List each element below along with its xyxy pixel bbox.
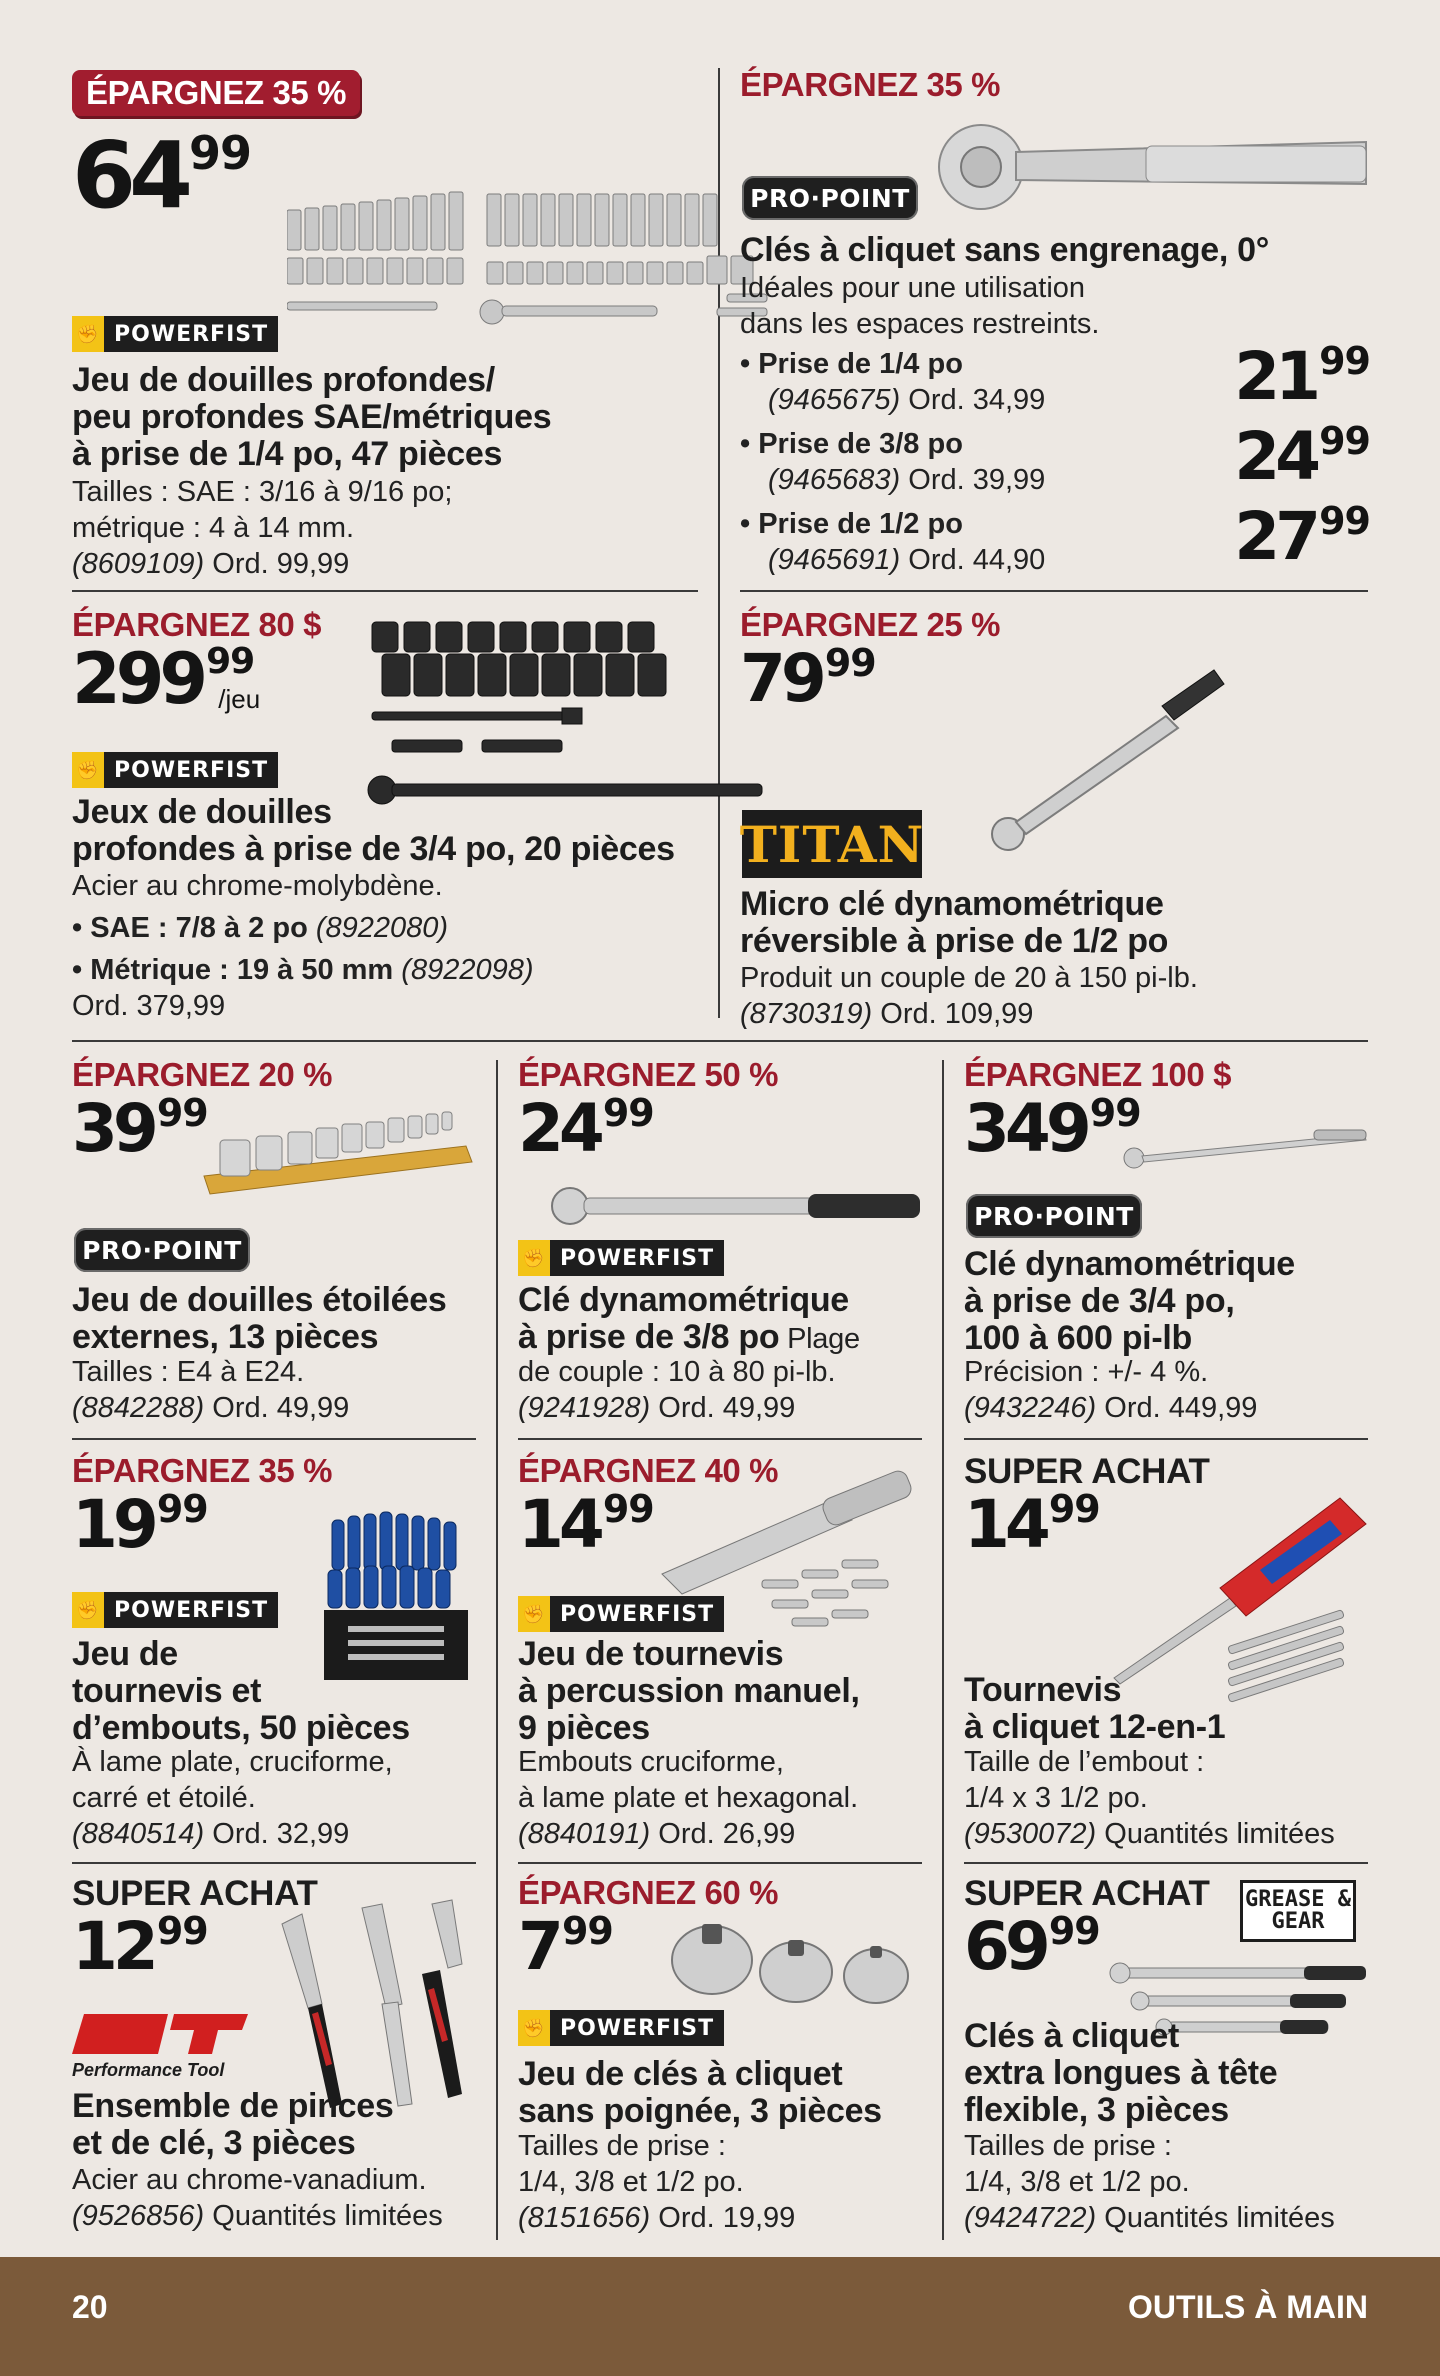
regular-price: Ord. 49,99 (658, 1392, 796, 1424)
super-buy-label: SUPER ACHAT (964, 1452, 1210, 1491)
title-line: Jeux de douilles (72, 793, 332, 831)
title-line: Jeu de douilles profondes/ (72, 361, 495, 399)
price (72, 1908, 208, 1985)
product-description (72, 2162, 443, 2234)
discount-label: ÉPARGNEZ 20 % (72, 1056, 333, 1093)
product-title (72, 794, 722, 868)
discount-label: ÉPARGNEZ 35 % (72, 1452, 333, 1489)
performance-tool-logo (72, 2010, 262, 2081)
title-line: externes, 13 pièces (72, 1318, 379, 1356)
sku: (8842288) (72, 1392, 205, 1424)
limited-quantity-note: Quantités limitées (212, 2200, 443, 2232)
product-description (72, 1354, 349, 1426)
sku: (8840191) (518, 1818, 651, 1850)
desc-line: Produit un couple de 20 à 150 pi-lb. (740, 962, 1198, 994)
discount-label: ÉPARGNEZ 35 % (740, 66, 1001, 103)
brand-name: POWERFIST (560, 2015, 715, 2041)
fist-icon: ✊ (72, 316, 104, 352)
sku: (8609109) (72, 548, 205, 580)
torque-wrench-image (986, 656, 1226, 856)
brand-name: POWERFIST (114, 757, 269, 783)
price-dollars: 19 (72, 1486, 154, 1563)
price-dollars: 24 (518, 1090, 600, 1167)
price-unit: /jeu (218, 684, 261, 714)
price (964, 1908, 1100, 1985)
divider-p1 (72, 590, 698, 592)
desc-line: Précision : +/- 4 %. (964, 1356, 1209, 1388)
title-line: Micro clé dynamométrique (740, 885, 1164, 923)
price (72, 638, 261, 720)
product-screwdriver-bit-set-50 (72, 1452, 482, 1852)
page-number: 20 (72, 2289, 108, 2325)
impact-socket-image (362, 612, 772, 812)
variant-label: Prise de 1/4 po (758, 348, 963, 380)
title-line: extra longues à tête (964, 2054, 1278, 2092)
title-line: réversible à prise de 1/2 po (740, 922, 1169, 960)
desc-line: carré et étoilé. (72, 1782, 256, 1814)
price-cents: 99 (206, 641, 255, 682)
title-line: peu profondes SAE/métriques (72, 398, 552, 436)
product-description (72, 1744, 393, 1852)
variant-row: • Prise de 1/2 po (9465691) Ord. 44,90 27 99 (740, 498, 1370, 576)
desc-line: dans les espaces restreints. (740, 308, 1100, 340)
product-description (740, 270, 1099, 342)
price (518, 1486, 654, 1563)
price (518, 1090, 654, 1167)
desc-line: Tailles de prise : (964, 2130, 1172, 2162)
discount-label: ÉPARGNEZ 80 $ (72, 606, 322, 643)
product-ratchet-screwdriver-12in1 (964, 1452, 1374, 1852)
variant-label: SAE : 7/8 à 2 po (90, 912, 308, 944)
page-footer (0, 2257, 1440, 2376)
title-line: à prise de 1/4 po, 47 pièces (72, 435, 503, 473)
title-line: d’embouts, 50 pièces (72, 1709, 410, 1747)
socket-set-image (287, 190, 777, 330)
discount-label: ÉPARGNEZ 50 % (518, 1056, 779, 1093)
desc-inline: Plage (779, 1323, 860, 1355)
regular-price: Ord. 44,90 (908, 544, 1046, 576)
price-cents: 99 (156, 1909, 208, 1953)
product-title (518, 2056, 882, 2130)
divider-top-section (72, 1040, 1368, 1042)
title-line: à prise de 3/8 po (518, 1318, 780, 1356)
title-line: à percussion manuel, (518, 1672, 860, 1710)
discount-label: ÉPARGNEZ 60 % (518, 1874, 779, 1911)
price-cents: 99 (156, 1487, 208, 1531)
sku: (9432246) (964, 1392, 1097, 1424)
price-dollars: 24 (1234, 418, 1317, 495)
desc-line: Acier au chrome-molybdène. (72, 870, 443, 902)
divider-row3-a (72, 1862, 476, 1864)
torque-wrench-image (546, 1176, 926, 1236)
propoint-logo: PRO·POINT (966, 1194, 1142, 1238)
desc-line: Acier au chrome-vanadium. (72, 2164, 427, 2196)
divider-row3-c (964, 1862, 1368, 1864)
fist-icon: ✊ (72, 1592, 104, 1628)
price-dollars: 12 (72, 1908, 154, 1985)
desc-line: Taille de l’embout : (964, 1746, 1205, 1778)
discount-badge: ÉPARGNEZ 35 % (72, 70, 360, 116)
product-title (740, 886, 1168, 960)
desc-line: 1/4, 3/8 et 1/2 po. (964, 2166, 1190, 2198)
divider-p2 (740, 590, 1368, 592)
sku: (9465691) (768, 544, 901, 576)
price (72, 1090, 208, 1167)
price-dollars: 79 (740, 640, 822, 717)
pt-tagline: Performance Tool (72, 2060, 225, 2080)
powerfist-logo (72, 316, 278, 352)
title-line: tournevis et (72, 1672, 262, 1710)
brand-name: POWERFIST (560, 1601, 715, 1627)
powerfist-logo (518, 2010, 724, 2046)
regular-price: Ord. 34,99 (908, 384, 1046, 416)
price-dollars: 21 (1234, 338, 1317, 415)
powerfist-logo (518, 1596, 724, 1632)
price-cents: 99 (602, 1487, 654, 1531)
price-dollars: 299 (72, 638, 204, 720)
fist-icon: ✊ (72, 752, 104, 788)
price-dollars: 39 (72, 1090, 154, 1167)
title-line: profondes à prise de 3/4 po, 20 pièces (72, 830, 675, 868)
grease-gear-logo: GREASE & GEAR (1240, 1880, 1356, 1942)
desc-line: Embouts cruciforme, (518, 1746, 784, 1778)
title-line: à prise de 3/4 po, (964, 1282, 1235, 1320)
price-dollars: 64 (72, 122, 187, 229)
title-line: Jeu de tournevis (518, 1635, 784, 1673)
variant-price (1234, 418, 1370, 495)
powerfist-logo (72, 1592, 278, 1628)
product-handleless-ratchets (518, 1874, 928, 2254)
product-ratchets-gearless (740, 66, 1370, 586)
sku: (8151656) (518, 2202, 651, 2234)
variant-row: • Prise de 3/8 po (9465683) Ord. 39,99 24 99 (740, 418, 1370, 496)
brand-name: POWERFIST (114, 321, 269, 347)
powerfist-logo (72, 752, 278, 788)
ratchet-image (936, 122, 1372, 212)
price-cents: 99 (824, 641, 876, 685)
title-line: Ensemble de pinces (72, 2087, 394, 2125)
price-dollars: 7 (518, 1908, 559, 1985)
divider-row3-b (518, 1862, 922, 1864)
price (964, 1486, 1100, 1563)
price-cents: 99 (1319, 419, 1370, 463)
discount-label: ÉPARGNEZ 40 % (518, 1452, 779, 1489)
desc-line: Idéales pour une utilisation (740, 272, 1086, 304)
divider-vertical-right (942, 1060, 944, 2240)
price (518, 1908, 613, 1985)
regular-price: Ord. 449,99 (1104, 1392, 1258, 1424)
propoint-logo: PRO·POINT (74, 1228, 250, 1272)
title-line: Clés à cliquet (964, 2017, 1179, 2055)
product-description (964, 1354, 1257, 1426)
desc-line: à lame plate et hexagonal. (518, 1782, 859, 1814)
long-torque-wrench-image (1114, 1116, 1370, 1176)
variant-label: Prise de 3/8 po (758, 428, 963, 460)
title-line: Jeu de douilles étoilées (72, 1281, 447, 1319)
price-dollars: 14 (964, 1486, 1046, 1563)
title-line: sans poignée, 3 pièces (518, 2092, 882, 2130)
pt-logo-icon (72, 2010, 252, 2058)
variant-price (1234, 338, 1370, 415)
product-external-star-sockets (72, 1056, 482, 1434)
product-deep-socket-3-4 (72, 606, 712, 1036)
price-cents: 99 (156, 1091, 208, 1135)
product-torque-wrench-3-8 (518, 1056, 928, 1434)
super-buy-label: SUPER ACHAT (72, 1874, 318, 1913)
limited-quantity-note: Quantités limitées (1104, 1818, 1335, 1850)
product-torque-wrench-3-4 (964, 1056, 1374, 1434)
price-cents: 99 (1048, 1909, 1100, 1953)
product-title (72, 1282, 447, 1356)
title-line: 100 à 600 pi-lb (964, 1319, 1192, 1357)
title-line: Tournevis (964, 1671, 1122, 1709)
product-description: Acier au chrome-molybdène. • SAE : 7/8 à 2 po (8922080) • Métrique : 19 à 50 mm (8922098) Ord. 379,99 (72, 868, 712, 1024)
price-dollars: 349 (964, 1090, 1087, 1167)
regular-price: Ord. 32,99 (212, 1818, 350, 1850)
price-cents: 99 (1048, 1487, 1100, 1531)
super-buy-label: SUPER ACHAT (964, 1874, 1210, 1913)
title-line: flexible, 3 pièces (964, 2091, 1229, 2129)
product-flex-head-ratchets (964, 1874, 1374, 2254)
desc-line: Tailles de prise : (518, 2130, 726, 2162)
sku: (9465683) (768, 464, 901, 496)
product-title: Clés à cliquet sans engrenage, 0° (740, 231, 1270, 269)
product-title (964, 1246, 1295, 1357)
product-impact-driver-set (518, 1452, 928, 1852)
sku: (9526856) (72, 2200, 205, 2232)
fist-icon: ✊ (518, 1596, 550, 1632)
titan-logo: TITAN (742, 810, 922, 878)
price-cents: 99 (1319, 339, 1370, 383)
divider-row2-b (518, 1438, 922, 1440)
price-cents: 99 (189, 126, 252, 180)
powerfist-logo (518, 1240, 724, 1276)
price (72, 1486, 208, 1563)
variant-label: Prise de 1/2 po (758, 508, 963, 540)
star-socket-rail-image (196, 1096, 476, 1196)
sku: (9465675) (768, 384, 901, 416)
title-line: 9 pièces (518, 1709, 650, 1747)
price-dollars: 14 (518, 1486, 600, 1563)
ratchet-heads-image (666, 1914, 926, 2014)
title-line: Jeu de (72, 1635, 178, 1673)
title-line: Clé dynamométrique (518, 1281, 849, 1319)
limited-quantity-note: Quantités limitées (1104, 2202, 1335, 2234)
discount-label: ÉPARGNEZ 25 % (740, 606, 1001, 643)
price-cents: 99 (1089, 1091, 1141, 1135)
product-description (964, 2128, 1335, 2236)
regular-price: Ord. 109,99 (880, 998, 1034, 1030)
brand-name: POWERFIST (114, 1597, 269, 1623)
sku: (8840514) (72, 1818, 205, 1850)
price-dollars: 27 (1234, 498, 1317, 575)
regular-price: Ord. 49,99 (212, 1392, 350, 1424)
fist-icon: ✊ (518, 1240, 550, 1276)
sku: (9530072) (964, 1818, 1097, 1850)
desc-line: 1/4, 3/8 et 1/2 po. (518, 2166, 744, 2198)
title-line: et de clé, 3 pièces (72, 2124, 356, 2162)
sku: (8730319) (740, 998, 873, 1030)
sku: (9424722) (964, 2202, 1097, 2234)
sku: (8922098) (401, 954, 534, 986)
product-title (518, 1636, 860, 1747)
product-micro-torque-wrench (740, 606, 1370, 1036)
price-cents: 99 (1319, 499, 1370, 543)
variant-row: • Prise de 1/4 po (9465675) Ord. 34,99 21 99 (740, 338, 1370, 416)
regular-price: Ord. 99,99 (212, 548, 350, 580)
price-cents: 99 (561, 1909, 613, 1953)
regular-price: Ord. 39,99 (908, 464, 1046, 496)
product-title (964, 2018, 1277, 2129)
desc-line: Tailles : E4 à E24. (72, 1356, 305, 1388)
propoint-logo: PRO·POINT (742, 176, 918, 220)
product-title (518, 1282, 928, 1357)
fist-icon: ✊ (518, 2010, 550, 2046)
regular-price: Ord. 26,99 (658, 1818, 796, 1850)
product-description (964, 1744, 1335, 1852)
title-line: Clé dynamométrique (964, 1245, 1295, 1283)
price-dollars: 69 (964, 1908, 1046, 1985)
product-title (72, 2088, 394, 2162)
product-description (518, 2128, 795, 2236)
product-description (72, 474, 702, 582)
regular-price: Ord. 379,99 (72, 990, 226, 1022)
divider-row2-c (964, 1438, 1368, 1440)
regular-price: Ord. 19,99 (658, 2202, 796, 2234)
sku: (9241928) (518, 1392, 651, 1424)
product-title (964, 1672, 1225, 1746)
desc-line: métrique : 4 à 14 mm. (72, 512, 355, 544)
divider-vertical-left (496, 1060, 498, 2240)
desc-line: Tailles : SAE : 3/16 à 9/16 po; (72, 476, 453, 508)
brand-name: POWERFIST (560, 1245, 715, 1271)
divider-row2-a (72, 1438, 476, 1440)
title-line: à cliquet 12-en-1 (964, 1708, 1226, 1746)
product-pliers-wrench-set (72, 1874, 482, 2254)
product-description (740, 960, 1198, 1032)
desc-line: de couple : 10 à 80 pi-lb. (518, 1356, 836, 1388)
price-cents: 99 (602, 1091, 654, 1135)
product-socket-set-47 (72, 70, 702, 585)
product-description (518, 1354, 836, 1426)
variant-price (1234, 498, 1370, 575)
desc-line: 1/4 x 3 1/2 po. (964, 1782, 1148, 1814)
price (740, 640, 876, 717)
product-description (518, 1744, 858, 1852)
title-line: Jeu de clés à cliquet (518, 2055, 843, 2093)
section-title: OUTILS À MAIN (1128, 2289, 1368, 2325)
sku: (8922080) (315, 912, 449, 944)
price (72, 122, 252, 229)
product-title (72, 362, 702, 473)
variant-list (740, 338, 1370, 586)
desc-line: À lame plate, cruciforme, (72, 1746, 393, 1778)
product-title (72, 1636, 410, 1747)
discount-label: ÉPARGNEZ 100 $ (964, 1056, 1232, 1093)
variant-label: Métrique : 19 à 50 mm (90, 954, 394, 986)
